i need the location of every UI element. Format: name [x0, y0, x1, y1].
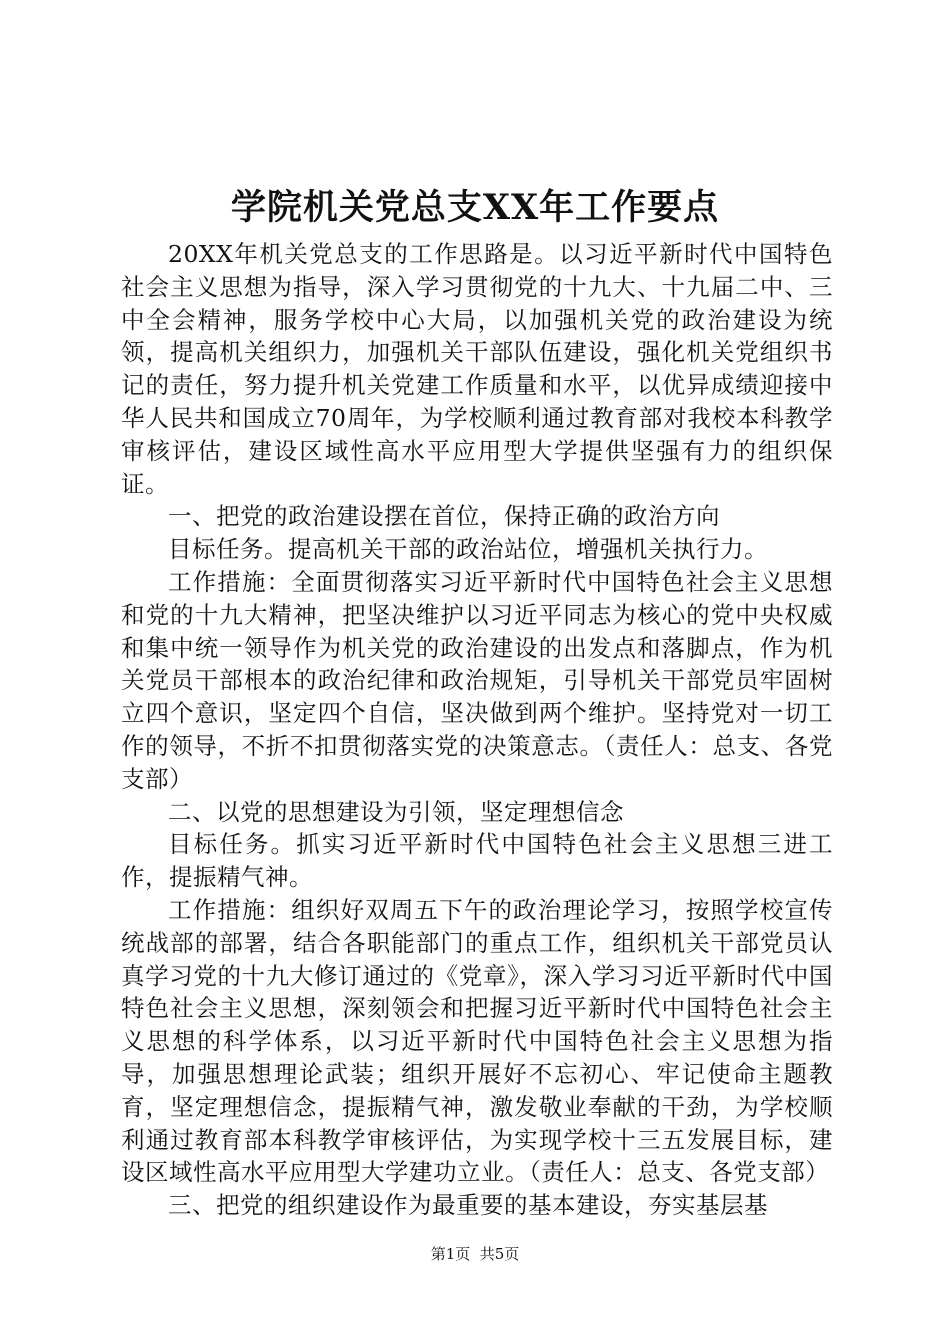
document-body [121, 238, 833, 1222]
paragraph-measures-1: 工作措施：全面贯彻落实习近平新时代中国特色社会主义思想和党的十九大精神，把坚决维护以习近平同志为核心的党中央权威和集中统一领导作为机关党的政治建设的出发点和落脚点，作为机关党员干部根本的政治纪律和政治规矩，引导机关干部党员牢固树立四个意识，坚定四个自信，坚决做到两个维护。坚持党对一切工作的领导，不折不扣贯彻落实党的决策意志。（责任人：总支、各党支部） [121, 567, 833, 793]
paragraph-measures-2: 工作措施：组织好双周五下午的政治理论学习，按照学校宣传统战部的部署，结合各职能部门的重点工作，组织机关干部党员认真学习党的十九大修订通过的《党章》，深入学习习近平新时代中国特色社会主义思想，深刻领会和把握习近平新时代中国特色社会主义思想的科学体系，以习近平新时代中国特色社会主义思想为指导，加强思想理论武装；组织开展好不忘初心、牢记使命主题教育，坚定理想信念，提振精气神，激发敬业奉献的干劲，为学校顺利通过教育部本科教学审核评估，为实现学校十三五发展目标，建设区域性高水平应用型大学建功立业。（责任人：总支、各党支部） [121, 895, 833, 1187]
section-heading-2: 二、以党的思想建设为引领，坚定理想信念 [168, 797, 624, 826]
paragraph-intro: 20XX年机关党总支的工作思路是。以习近平新时代中国特色社会主义思想为指导，深入学习贯彻党的十九大、十九届二中、三中全会精神，服务学校中心大局，以加强机关党的政治建设为统领，提高机关组织力，加强机关干部队伍建设，强化机关党组织书记的责任，努力提升机关党建工作质量和水平，以优异成绩迎接中华人民共和国成立70周年，为学校顺利通过教育部对我校本科教学审核评估，建设区域性高水平应用型大学提供坚强有力的组织保证。 [121, 240, 833, 498]
paragraph-target-1: 目标任务。提高机关干部的政治站位，增强机关执行力。 [168, 535, 768, 564]
document-title: 学院机关党总支XX年工作要点 [230, 187, 720, 228]
page-footer [0, 1244, 950, 1264]
page-number-label: 第1页 共5页 [430, 1245, 520, 1263]
section-heading-1: 一、把党的政治建设摆在首位，保持正确的政治方向 [168, 502, 720, 531]
paragraph-target-2: 目标任务。抓实习近平新时代中国特色社会主义思想三进工作，提振精气神。 [121, 830, 833, 892]
section-heading-3: 三、把党的组织建设作为最重要的基本建设，夯实基层基 [168, 1191, 768, 1220]
